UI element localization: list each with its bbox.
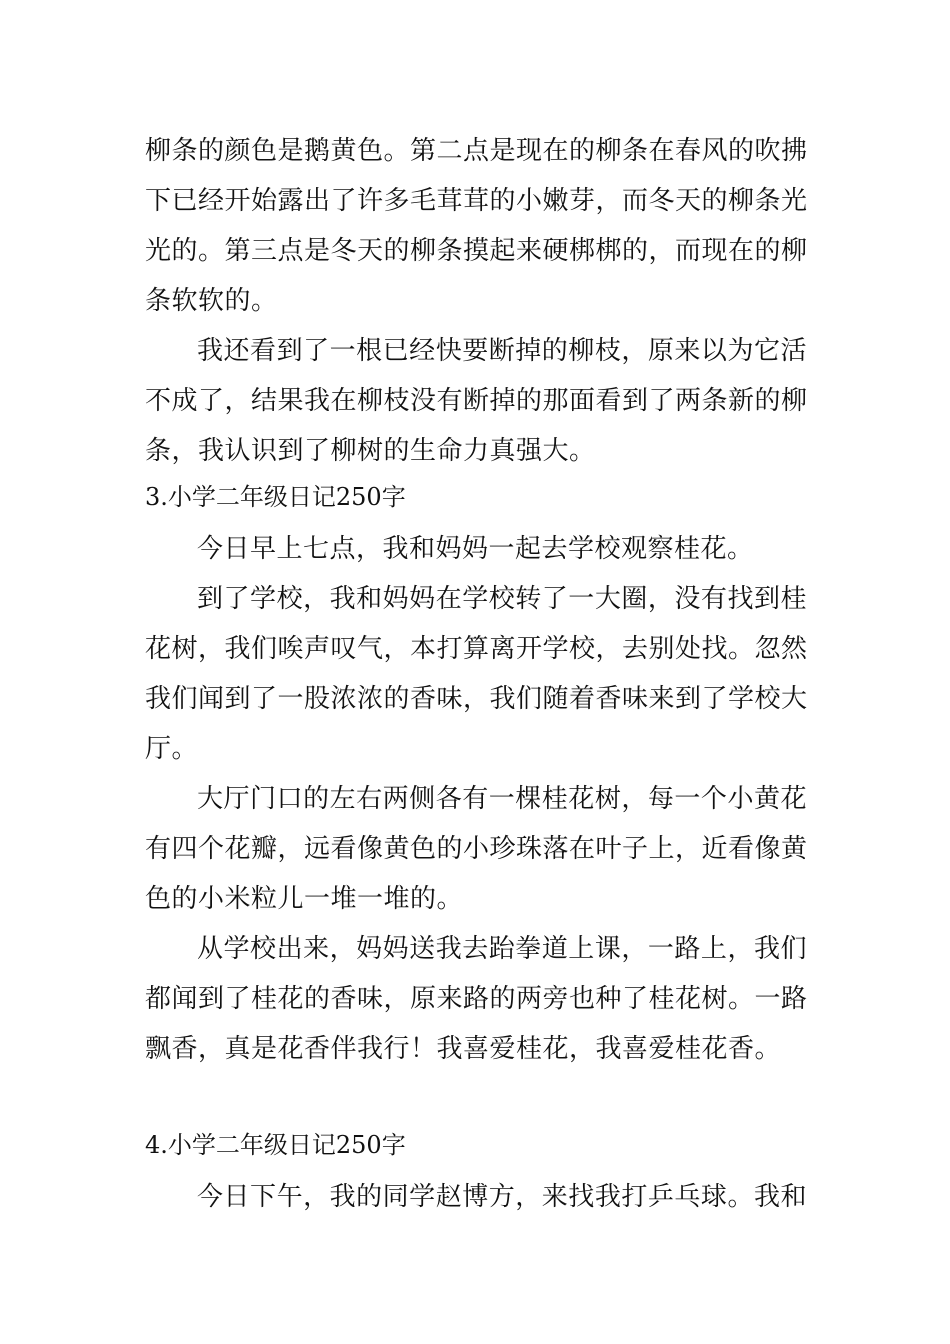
text-line: 我还看到了一根已经快要断掉的柳枝，原来以为它活	[197, 336, 807, 366]
text-line: 都闻到了桂花的香味，原来路的两旁也种了桂花树。一路	[145, 984, 808, 1014]
text-line: 条软软的。	[145, 286, 278, 316]
text-line: 光的。第三点是冬天的柳条摸起来硬梆梆的，而现在的柳	[145, 236, 808, 266]
text-line: 飘香，真是花香伴我行！我喜爱桂花，我喜爱桂花香。	[145, 1034, 782, 1064]
text-line: 柳条的颜色是鹅黄色。第二点是现在的柳条在春风的吹拂	[145, 136, 808, 166]
text-line: 下已经开始露出了许多毛茸茸的小嫩芽，而冬天的柳条光	[145, 186, 808, 216]
text-line: 我们闻到了一股浓浓的香味，我们随着香味来到了学校大	[145, 684, 808, 714]
text-line: 从学校出来，妈妈送我去跆拳道上课，一路上，我们	[197, 934, 807, 964]
text-line: 色的小米粒儿一堆一堆的。	[145, 884, 464, 914]
text-line: 条，我认识到了柳树的生命力真强大。	[145, 436, 596, 466]
text-line: 有四个花瓣，远看像黄色的小珍珠落在叶子上，近看像黄	[145, 834, 808, 864]
text-line: 花树，我们唉声叹气，本打算离开学校，去别处找。忽然	[145, 634, 808, 664]
text-line: 今日早上七点，我和妈妈一起去学校观察桂花。	[197, 534, 754, 564]
text-line: 不成了，结果我在柳枝没有断掉的那面看到了两条新的柳	[145, 386, 808, 416]
text-line: 大厅门口的左右两侧各有一棵桂花树，每一个小黄花	[197, 784, 807, 814]
text-line: 今日下午，我的同学赵博方，来找我打乒乓球。我和	[197, 1182, 807, 1212]
section-heading: 4.小学二年级日记250字	[145, 1131, 406, 1159]
text-line: 到了学校，我和妈妈在学校转了一大圈，没有找到桂	[197, 584, 807, 614]
section-heading: 3.小学二年级日记250字	[145, 483, 406, 511]
text-line: 厅。	[145, 734, 199, 764]
